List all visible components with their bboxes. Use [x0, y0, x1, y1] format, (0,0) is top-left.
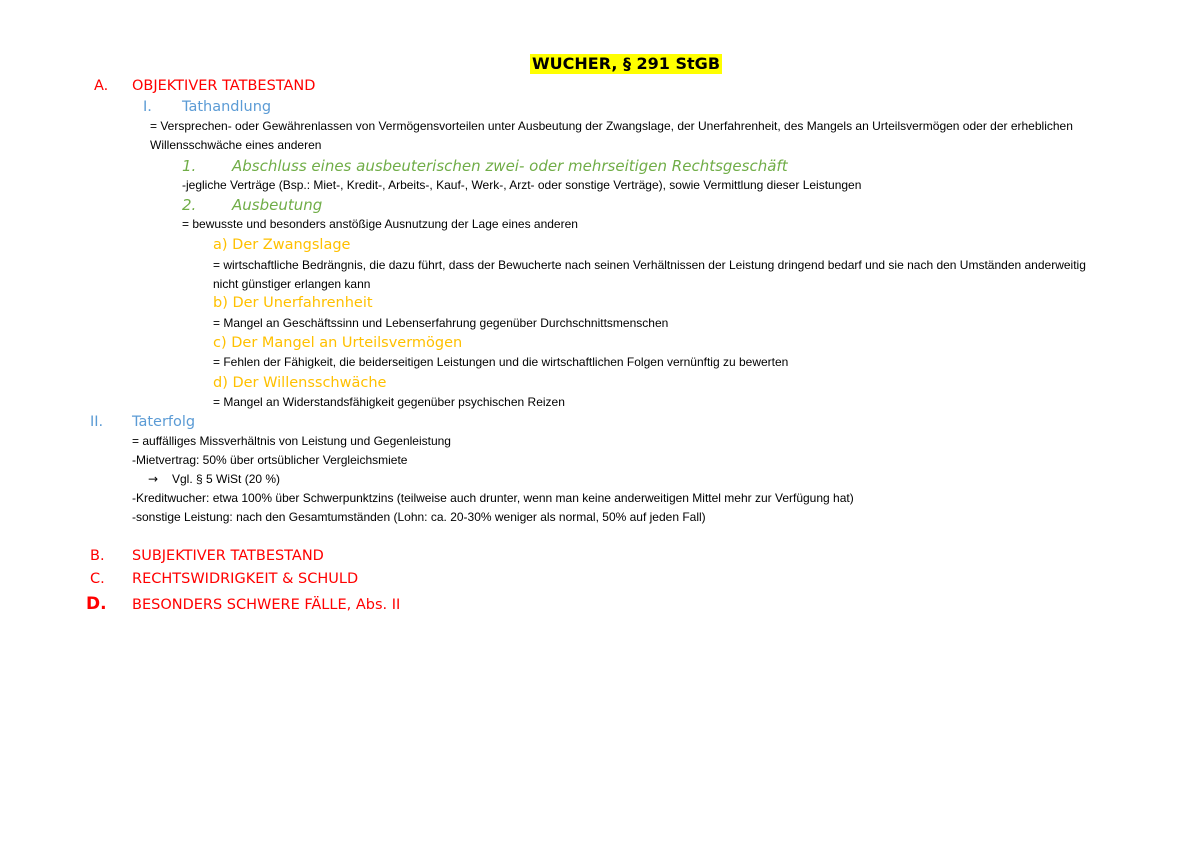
- subsection-i-heading: Tathandlung: [182, 99, 272, 115]
- item-2-heading: Ausbeutung: [232, 196, 323, 214]
- sonstige-leistung-line: -sonstige Leistung: nach den Gesamtumständen (Lohn: ca. 20-30% weniger als normal, 50% auf jeden Fall): [132, 510, 706, 524]
- point-b-heading: b) Der Unerfahrenheit: [213, 295, 373, 311]
- item-1-text: -jegliche Verträge (Bsp.: Miet-, Kredit-, Arbeits-, Kauf-, Werk-, Arzt- oder sonstige Verträge), sowie Vermittlung dieser Leistungen: [182, 178, 862, 192]
- point-d-heading: d) Der Willensschwäche: [213, 375, 387, 391]
- item-1-number: 1.: [182, 157, 197, 175]
- point-a-heading: a) Der Zwangslage: [213, 237, 351, 253]
- section-c-number: C.: [90, 571, 105, 587]
- mietvertrag-line: -Mietvertrag: 50% über ortsüblicher Vergleichsmiete: [132, 453, 408, 467]
- section-d-heading: BESONDERS SCHWERE FÄLLE, Abs. II: [132, 597, 401, 613]
- item-1-heading: Abschluss eines ausbeuterischen zwei- oder mehrseitigen Rechtsgeschäft: [232, 157, 788, 175]
- arrow-icon: →: [148, 472, 159, 486]
- subsection-ii-number: II.: [90, 414, 104, 430]
- section-b-heading: SUBJEKTIVER TATBESTAND: [132, 548, 324, 564]
- subsection-i-number: I.: [143, 99, 152, 115]
- point-a-text: = wirtschaftliche Bedrängnis, die dazu führt, dass der Bewucherte nach seinen Verhältnissen der Leistung dringend bedarf und sie nach den Umständen anderweitig nicht günstiger erlangen kann: [213, 258, 1086, 291]
- section-a-number: A.: [94, 78, 109, 94]
- document-title: WUCHER, § 291 StGB: [532, 54, 721, 73]
- item-2-text: = bewusste und besonders anstößige Ausnutzung der Lage eines anderen: [182, 217, 578, 231]
- section-c-heading: RECHTSWIDRIGKEIT & SCHULD: [132, 571, 359, 587]
- tathandlung-definition: = Versprechen- oder Gewährenlassen von Vermögensvorteilen unter Ausbeutung der Zwangslage, der Unerfahrenheit, des Mangels an Urteilsvermögen oder der erheblichen Willensschwäche eines anderen: [150, 119, 1073, 152]
- section-d-number: D.: [86, 594, 107, 614]
- point-c-heading: c) Der Mangel an Urteilsvermögen: [213, 335, 463, 351]
- taterfolg-definition: = auffälliges Missverhältnis von Leistung und Gegenleistung: [132, 434, 451, 448]
- vgl-reference-line: Vgl. § 5 WiSt (20 %): [172, 472, 281, 486]
- kreditwucher-line: -Kreditwucher: etwa 100% über Schwerpunktzins (teilweise auch drunter, wenn man keine anderweitigen Mittel mehr zur Verfügung hat): [132, 491, 854, 505]
- subsection-ii-heading: Taterfolg: [132, 414, 196, 430]
- section-a-heading: OBJEKTIVER TATBESTAND: [132, 78, 316, 94]
- section-b-number: B.: [90, 548, 105, 564]
- point-c-text: = Fehlen der Fähigkeit, die beiderseitigen Leistungen und die wirtschaftlichen Folgen vernünftig zu bewerten: [213, 355, 789, 369]
- item-2-number: 2.: [182, 196, 197, 214]
- point-d-text: = Mangel an Widerstandsfähigkeit gegenüber psychischen Reizen: [213, 395, 565, 409]
- point-b-text: = Mangel an Geschäftssinn und Lebenserfahrung gegenüber Durchschnittsmenschen: [213, 316, 669, 330]
